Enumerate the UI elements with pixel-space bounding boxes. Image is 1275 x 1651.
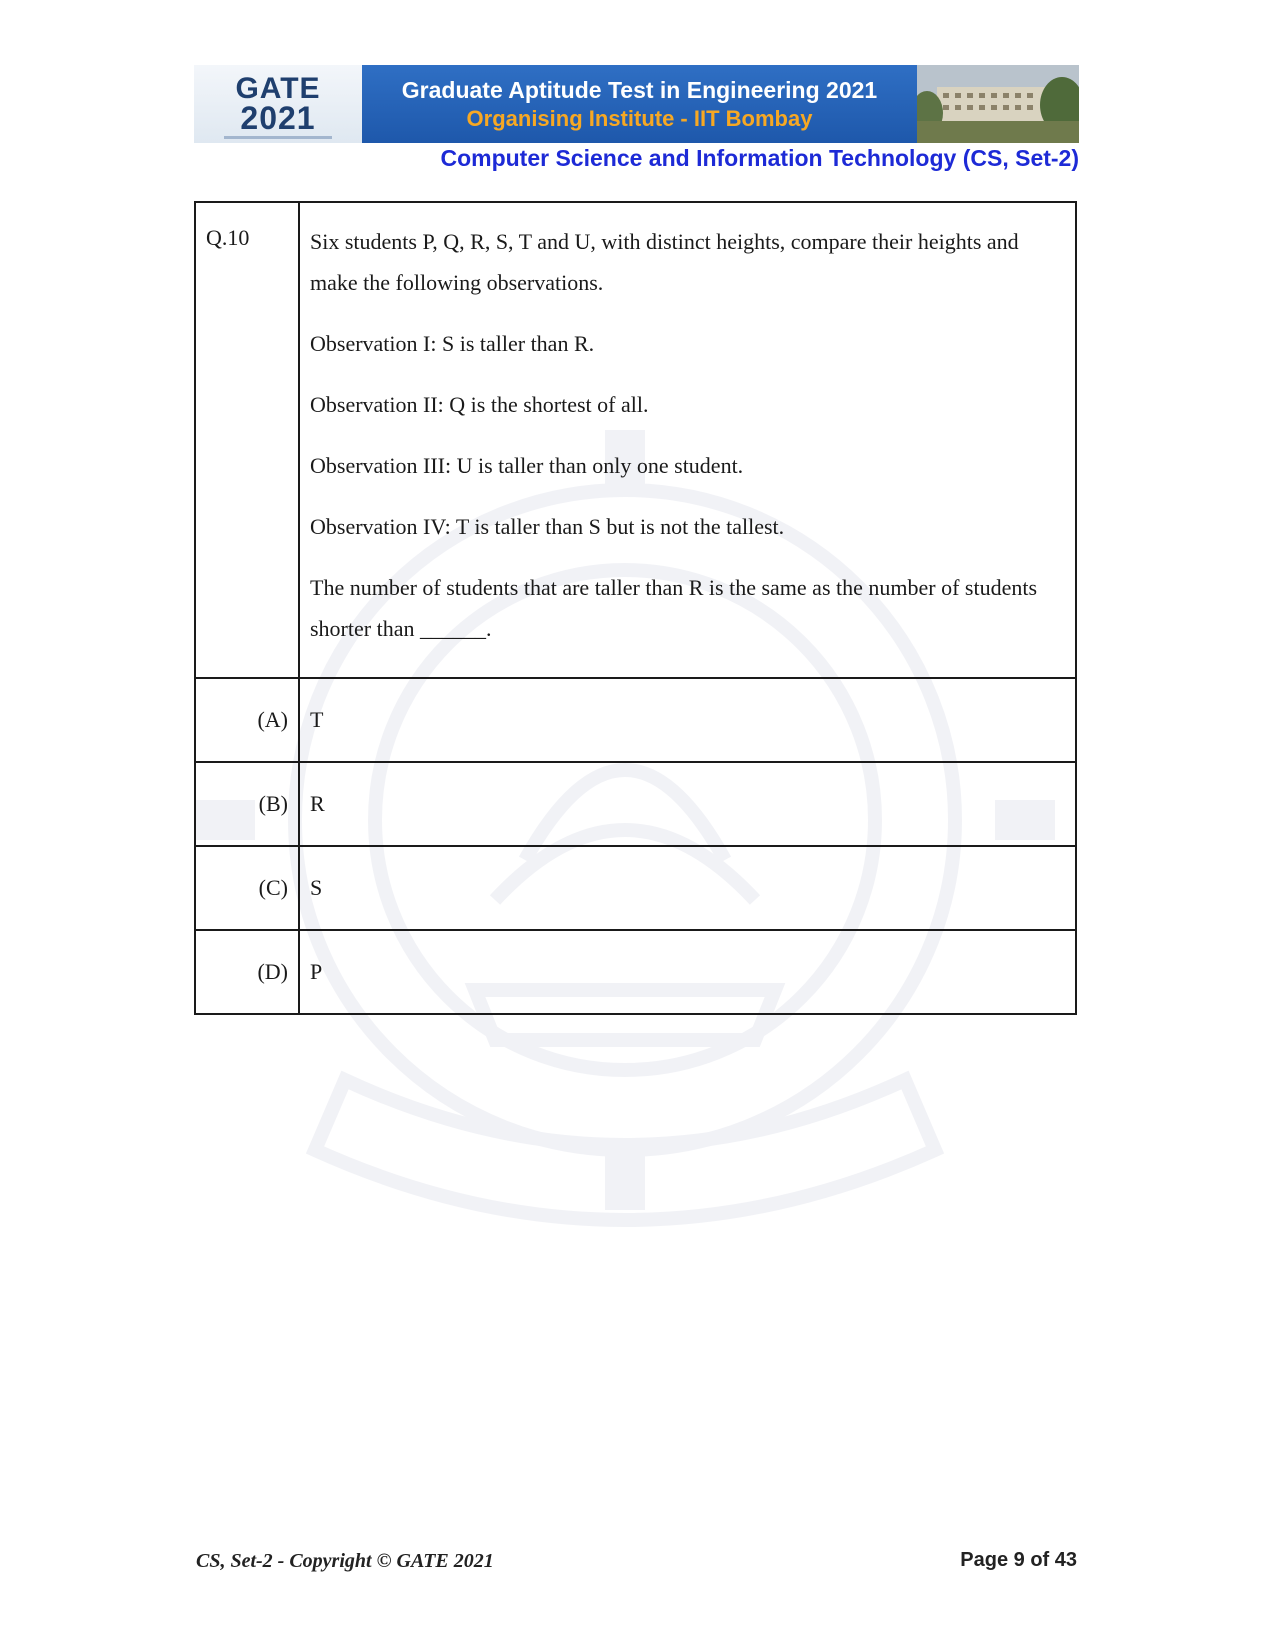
building-image-icon <box>917 65 1079 143</box>
option-row-c[interactable] <box>195 846 1076 930</box>
option-row-b[interactable] <box>195 762 1076 846</box>
question-number: Q.10 <box>195 202 299 678</box>
banner-title: Graduate Aptitude Test in Engineering 2021 <box>401 77 878 103</box>
option-text: S <box>299 846 1076 930</box>
question-prompt: The number of students that are taller than R is the same as the number of students shorter than ______. <box>310 575 1038 641</box>
header-banner <box>194 65 1079 143</box>
observation-4: Observation IV: T is taller than S but is not the tallest. <box>310 514 785 539</box>
footer-copyright: CS, Set-2 - Copyright © GATE 2021 <box>196 1550 494 1572</box>
logo-line2: 2021 <box>240 100 316 136</box>
banner-text-block <box>362 65 917 143</box>
banner-subtitle: Organising Institute - IIT Bombay <box>466 106 813 131</box>
option-label: (D) <box>195 930 299 1014</box>
option-text: T <box>299 678 1076 762</box>
footer-page-number: Page 9 of 43 <box>960 1549 1077 1571</box>
question-row <box>195 202 1076 678</box>
logo-line1: GATE <box>235 72 321 105</box>
institute-building-photo <box>917 65 1079 143</box>
option-row-a[interactable] <box>195 678 1076 762</box>
option-text: R <box>299 762 1076 846</box>
observation-2: Observation II: Q is the shortest of all. <box>310 392 649 417</box>
logo-tagline-bar <box>224 136 332 139</box>
option-row-d[interactable] <box>195 930 1076 1014</box>
option-text: P <box>299 930 1076 1014</box>
question-stem: Six students P, Q, R, S, T and U, with distinct heights, compare their heights and make the following observations. <box>310 229 1019 295</box>
option-label: (C) <box>195 846 299 930</box>
question-body <box>299 202 1076 678</box>
option-label: (B) <box>195 762 299 846</box>
option-label: (A) <box>195 678 299 762</box>
gate-logo <box>194 65 362 143</box>
subject-title: Computer Science and Information Technology (CS, Set-2) <box>440 145 1079 171</box>
observation-1: Observation I: S is taller than R. <box>310 331 595 356</box>
observation-3: Observation III: U is taller than only one student. <box>310 453 744 478</box>
question-table <box>194 201 1077 1015</box>
